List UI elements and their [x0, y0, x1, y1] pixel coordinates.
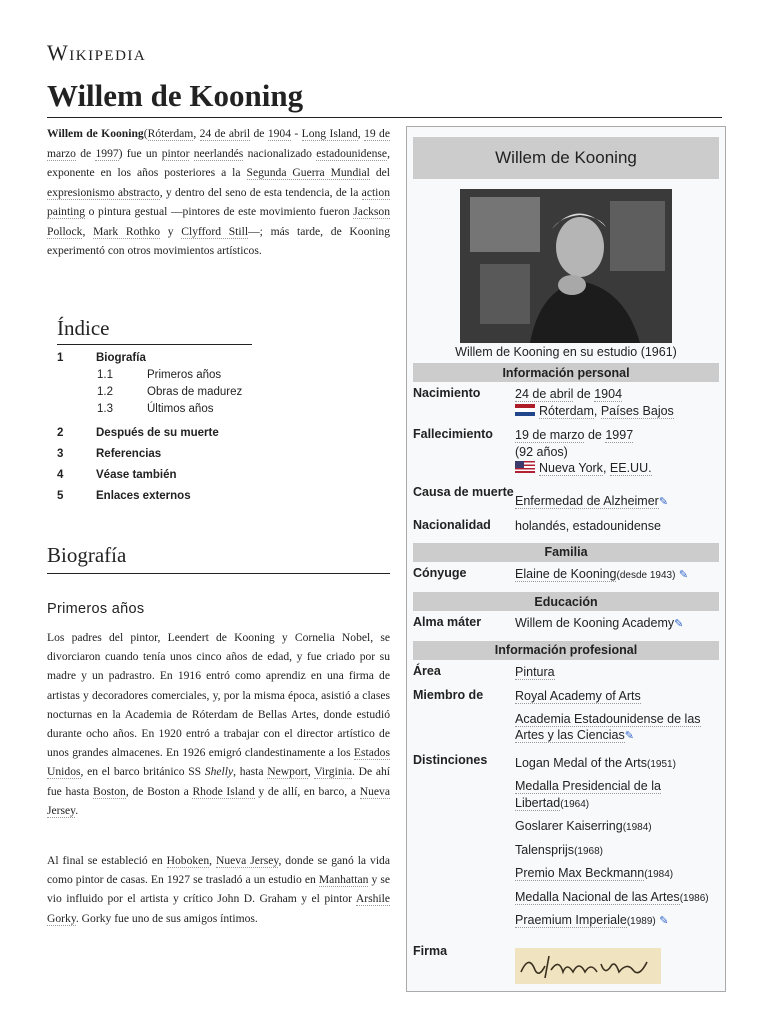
link-clyfford-still[interactable]: Clyfford Still [181, 224, 249, 238]
award-item: Medalla Nacional de las Artes(1986) [515, 889, 709, 904]
link-death-year[interactable]: 1997 [605, 428, 634, 442]
signature-scribble [515, 948, 661, 984]
edit-pencil-icon[interactable]: ✎ [658, 495, 669, 508]
link-boston[interactable]: Boston [93, 784, 126, 798]
link-medalla-nacional-artes[interactable]: Medalla Nacional de las Artes [515, 889, 680, 904]
link-premio-max-beckmann[interactable]: Premio Max Beckmann [515, 866, 645, 880]
link-medalla-presidencial[interactable]: Medalla Presidencial de la Libertad [515, 779, 661, 810]
infobox-title: Willem de Kooning [413, 137, 719, 179]
usa-flag-icon [515, 461, 535, 473]
toc-item-despues-muerte[interactable]: 2 Después de su muerte [57, 426, 219, 439]
section-family: Familia [413, 543, 719, 562]
row-birth: Nacimiento 24 de abril de 1904 Róterdam, Países Bajos [413, 386, 674, 418]
award-item: Goslarer Kaiserring(1984) [515, 819, 652, 833]
row-death: Fallecimiento 19 de marzo de 1997 (92 años) Nueva York, EE.UU. [413, 427, 652, 475]
toc-item-biografia[interactable]: 1 Biografía [57, 351, 146, 364]
award-item: Medalla Presidencial de la Libertad(1964) [515, 779, 661, 810]
row-area: Área Pintura [413, 663, 555, 679]
title-divider [47, 117, 722, 118]
section-personal-info: Información personal [413, 363, 719, 382]
infobox [406, 126, 726, 992]
section-education: Educación [413, 592, 719, 611]
row-signature: Firma [413, 940, 719, 988]
row-alma-mater: Alma máter Willem de Kooning Academy✎ [413, 615, 684, 630]
link-death-country[interactable]: EE.UU. [609, 461, 652, 475]
link-19-marzo[interactable]: 19 de marzo [47, 127, 390, 160]
link-mark-rothko[interactable]: Mark Rothko [93, 224, 161, 238]
table-of-contents [57, 316, 277, 506]
toc-item-referencias[interactable]: 3 Referencias [57, 447, 162, 460]
lead-paragraph: Willem de Kooning(Róterdam, 24 de abril de 1904 - Long Island, 19 de marzo de 1997) fue un pintor neerlandés nacionalizado estadounidense, exponente en los años posteriores a la Segunda Guerra Mundial del expresionismo abstracto, y dentro del seno de esta tendencia, de la action painting o pintura gestual —pintores de este movimiento fueron Jackson Pollock, Mark Rothko y Clyfford Still—; más tarde, de Kooning experimentó con otros movimientos artísticos. [47, 127, 391, 257]
paragraph-2: Al final se estableció en Hoboken, Nueva Jersey, donde se ganó la vida como pintor de casas. En 1927 se trasladó a un estudio en Manhattan y se vio influido por el artista y crítico John D. Graham y el pintor Arshile Gorky. Gorky fue uno de sus amigos íntimos. [47, 854, 390, 925]
link-royal-academy[interactable]: Royal Academy of Arts [515, 689, 641, 703]
link-neerlandes[interactable]: neerlandés [193, 146, 244, 160]
section-professional-info: Información profesional [413, 641, 719, 660]
link-birth-city[interactable]: Róterdam [539, 403, 594, 418]
link-death-city[interactable]: Nueva York [539, 461, 603, 475]
link-estadounidense[interactable]: estadounidense [316, 146, 388, 160]
link-1997[interactable]: 1997 [95, 146, 119, 160]
link-death-date[interactable]: 19 de marzo [515, 428, 585, 442]
portrait-photo[interactable] [460, 189, 672, 343]
award-item: Premio Max Beckmann(1984) [515, 866, 674, 880]
link-birth-country[interactable]: Países Bajos [600, 403, 674, 418]
edit-pencil-icon[interactable]: ✎ [678, 568, 689, 581]
toc-item-ultimos-anos[interactable]: 1.3 Últimos años [97, 402, 214, 415]
edit-pencil-icon[interactable]: ✎ [674, 618, 684, 630]
edit-pencil-icon[interactable]: ✎ [624, 730, 634, 742]
link-1904[interactable]: 1904 [267, 127, 291, 140]
row-spouse: Cónyuge Elaine de Kooning(desde 1943) ✎ [413, 565, 689, 581]
signature-image[interactable] [515, 948, 661, 984]
link-hoboken[interactable]: Hoboken [166, 854, 210, 867]
link-pintor[interactable]: pintor [161, 146, 190, 160]
link-manhattan[interactable]: Manhattan [318, 873, 369, 887]
subsection-heading-primeros-anos: Primeros años [47, 601, 145, 617]
portrait-caption: Willem de Kooning en su estudio (1961) [455, 345, 677, 359]
link-jackson-pollock[interactable]: Jackson Pollock [47, 205, 390, 238]
toc-heading: Índice [57, 316, 252, 345]
row-member-of: Miembro de Royal Academy of Arts Academia Estadounidense de las Artes y las Ciencias✎ [413, 688, 701, 742]
link-long-island[interactable]: Long Island [301, 127, 358, 140]
row-awards: Distinciones Logan Medal of the Arts(1951) Medalla Presidencial de la Libertad(1964) Goslarer Kaiserring(1984) Talensprijs(1968) Premio Max Beckmann(1984) Medalla Nacional de las Artes(1986) Praemium Imperiale(1989) ✎ [413, 749, 719, 940]
row-cause-of-death: Causa de muerte Enfermedad de Alzheimer✎ [413, 484, 669, 508]
section-heading-biografia: Biografía [47, 543, 390, 574]
link-24-abril[interactable]: 24 de abril [199, 127, 251, 140]
page-title: Willem de Kooning [47, 78, 304, 113]
netherlands-flag-icon [515, 404, 535, 416]
link-birth-year[interactable]: 1904 [594, 387, 623, 401]
link-nueva-jersey-2[interactable]: Nueva Jersey [215, 854, 279, 867]
link-arshile-gorky[interactable]: Arshile Gorky [47, 892, 390, 925]
toc-item-vease-tambien[interactable]: 4 Véase también [57, 468, 177, 481]
link-academia-estadounidense[interactable]: Academia Estadounidense de las Artes y las Ciencias [515, 711, 701, 742]
wikipedia-logo[interactable]: Wikipedia [47, 40, 147, 65]
link-expresionismo-abstracto[interactable]: expresionismo abstracto [47, 185, 160, 199]
link-elaine-de-kooning[interactable]: Elaine de Kooning [515, 566, 617, 581]
link-estados-unidos[interactable]: Estados Unidos [47, 746, 390, 779]
award-item: Praemium Imperiale(1989) ✎ [515, 913, 669, 927]
link-alzheimer[interactable]: Enfermedad de Alzheimer [515, 493, 659, 508]
subject-name: Willem de Kooning [47, 127, 144, 140]
toc-item-enlaces-externos[interactable]: 5 Enlaces externos [57, 489, 191, 502]
award-item: Talensprijs(1968) [515, 842, 603, 857]
paragraph-1: Los padres del pintor, Leendert de Kooning y Cornelia Nobel, se divorciaron cuando tenía unos cinco años de edad, y fue criado por su madre y un padrastro. En 1916 entró como aprendiz en una firma de artistas y decoradores comerciales, y, por la misma época, asistió a clases nocturnas en la Academia de Róterdam de Bellas Artes, donde estudió durante ocho años. En 1920 entró a trabajar con el director artístico de unos grandes almacenes. En 1926 emigró clandestinamente a los Estados Unidos, en el barco británico SS Shelly, hasta Newport, Virginia. De ahí fue hasta Boston, de Boston a Rhode Island y de allí, en barco, a Nueva Jersey. [47, 631, 390, 817]
link-praemium-imperiale[interactable]: Praemium Imperiale [515, 913, 627, 927]
row-nationality: Nacionalidad holandés, estadounidense [413, 518, 661, 533]
award-item: Logan Medal of the Arts(1951) [515, 755, 676, 770]
link-segunda-guerra-mundial[interactable]: Segunda Guerra Mundial [246, 166, 370, 179]
link-rhode-island[interactable]: Rhode Island [192, 784, 255, 798]
link-birth-date[interactable]: 24 de abril [515, 387, 574, 401]
link-pintura[interactable]: Pintura [515, 664, 555, 679]
portrait-image [460, 189, 672, 343]
edit-pencil-icon[interactable]: ✎ [659, 915, 669, 927]
link-action-painting[interactable]: action painting [47, 185, 390, 218]
link-newport[interactable]: Newport [267, 765, 308, 779]
link-roterdam[interactable]: Róterdam [147, 127, 194, 140]
toc-item-obras-de-madurez[interactable]: 1.2 Obras de madurez [97, 385, 243, 398]
link-virginia[interactable]: Virginia [314, 765, 352, 779]
link-nueva-jersey[interactable]: Nueva Jersey [47, 784, 390, 817]
toc-item-primeros-anos[interactable]: 1.1 Primeros años [97, 368, 222, 381]
